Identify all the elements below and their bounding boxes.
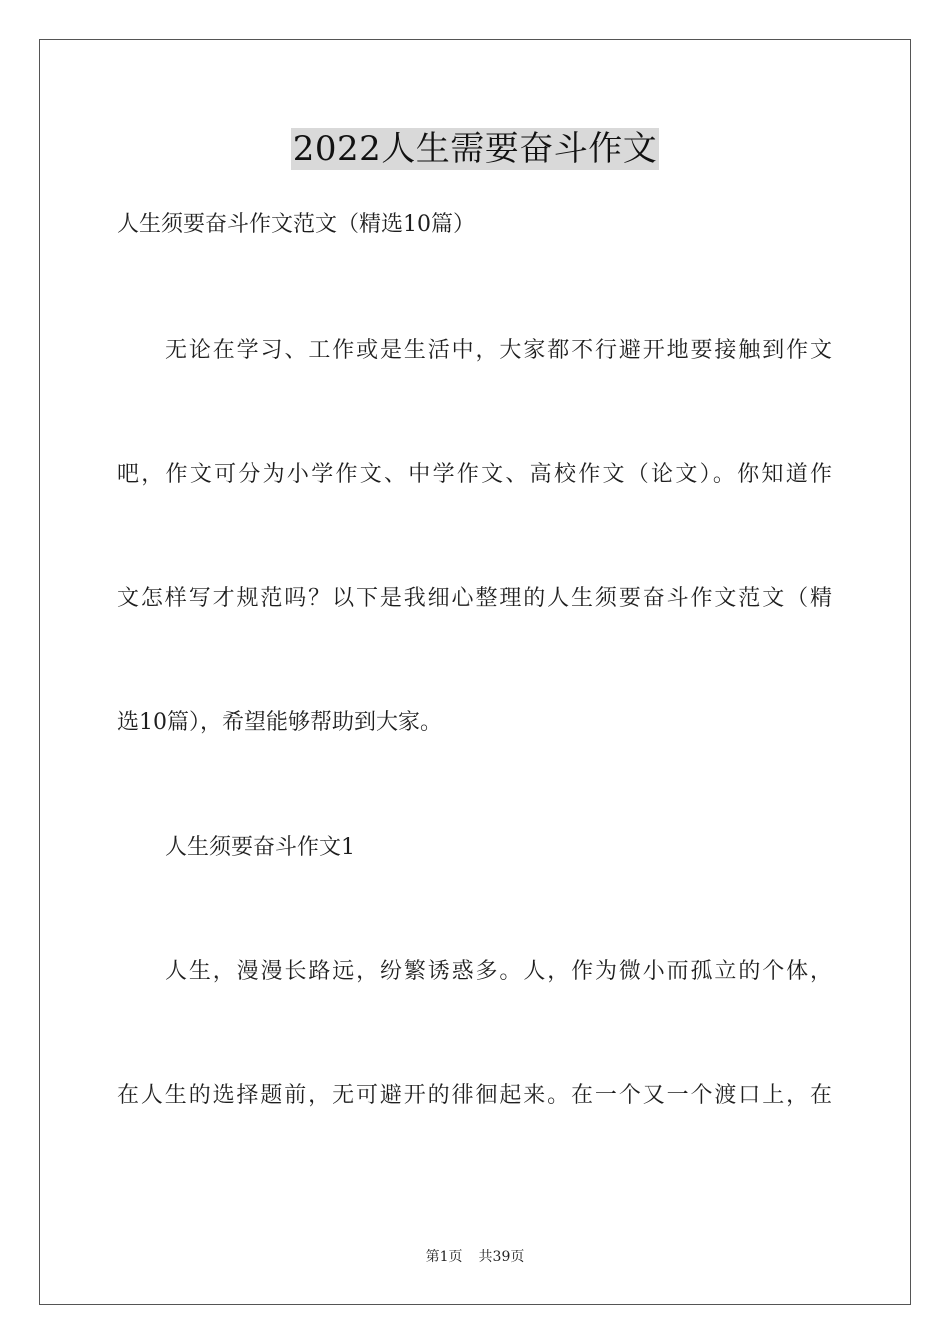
section-heading: 人生须要奋斗作文1 <box>165 835 355 860</box>
document-title: 2022人生需要奋斗作文 <box>292 129 658 169</box>
page-total: 共39页 <box>478 1249 525 1265</box>
document-subtitle: 人生须要奋斗作文范文（精选10篇） <box>117 212 475 237</box>
intro-line-4: 选10篇），希望能够帮助到大家。 <box>117 710 442 735</box>
body-line-2: 在人生的选择题前，无可避开的徘徊起来。在一个又一个渡口上，在 <box>117 1083 832 1108</box>
intro-line-3: 文怎样写才规范吗？以下是我细心整理的人生须要奋斗作文范文（精 <box>117 586 832 611</box>
title-container <box>0 128 950 170</box>
page-footer <box>0 1248 950 1266</box>
body-line-1: 人生，漫漫长路远，纷繁诱惑多。人，作为微小而孤立的个体， <box>165 959 832 984</box>
intro-line-2: 吧，作文可分为小学作文、中学作文、高校作文（论文）。你知道作 <box>117 462 832 487</box>
page-number: 第1页 <box>425 1249 463 1265</box>
intro-line-1: 无论在学习、工作或是生活中，大家都不行避开地要接触到作文 <box>165 338 832 363</box>
